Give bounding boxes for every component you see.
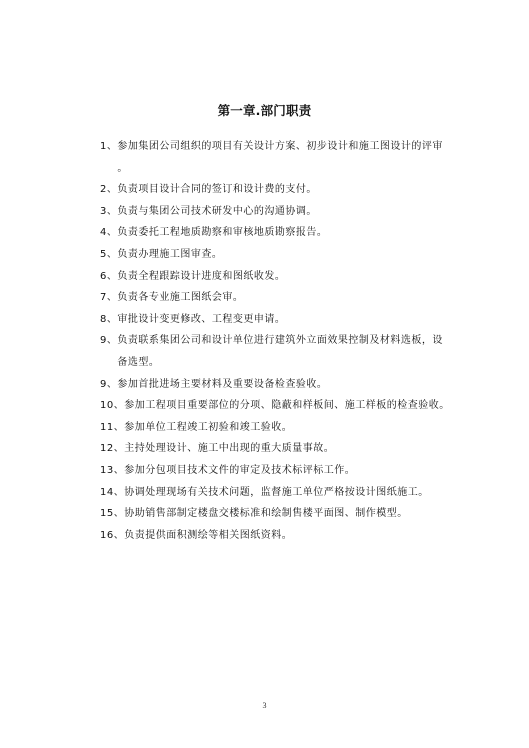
- item-text: 协调处理现场有关技术问题，监督施工单位严格按设计图纸施工。: [124, 486, 429, 498]
- list-item: [100, 374, 460, 396]
- item-text-line: 参加集团公司组织的项目有关设计方案、初步设计和施工图设计的评审: [117, 141, 443, 152]
- list-item: [100, 395, 460, 417]
- list-item: [100, 287, 460, 309]
- item-number: 6、: [100, 270, 118, 282]
- list-item: [100, 309, 460, 331]
- item-number: 1、: [100, 141, 118, 152]
- duty-list: [100, 136, 460, 546]
- list-item: [100, 244, 460, 266]
- chapter-title: 第一章.部门职责: [217, 103, 312, 118]
- item-text-continuation: 备选型。: [117, 356, 160, 368]
- item-number: 10、: [100, 400, 125, 412]
- list-item: [100, 136, 460, 179]
- item-number: 12、: [100, 443, 125, 455]
- item-number: 9、: [100, 335, 118, 347]
- list-item: [100, 266, 460, 288]
- item-number: 11、: [100, 421, 125, 433]
- item-text: 审批设计变更修改、工程变更申请。: [117, 313, 286, 325]
- list-item: [100, 201, 460, 223]
- item-text: [117, 330, 460, 373]
- item-text: [117, 136, 460, 179]
- item-number: 15、: [100, 508, 125, 520]
- item-number: 3、: [100, 205, 118, 217]
- item-number: 9、: [100, 378, 118, 390]
- item-number: 7、: [100, 292, 118, 304]
- item-number: 4、: [100, 227, 118, 239]
- item-text: 参加单位工程竣工初验和竣工验收。: [124, 421, 293, 433]
- list-item: [100, 222, 460, 244]
- item-text: 参加工程项目重要部位的分项、隐蔽和样板间、施工样板的检查验收。: [124, 400, 450, 412]
- item-text: 负责提供面积测绘等相关图纸资料。: [124, 529, 293, 541]
- item-text-continuation: 。: [117, 162, 128, 174]
- item-text: 主持处理设计、施工中出现的重大质量事故。: [124, 443, 335, 455]
- list-item: [100, 460, 460, 482]
- item-number: 14、: [100, 486, 125, 498]
- list-item: [100, 482, 460, 504]
- item-number: 2、: [100, 184, 118, 196]
- page-number: 3: [262, 701, 267, 710]
- list-item: [100, 438, 460, 460]
- item-text: 负责各专业施工图纸会审。: [117, 292, 244, 304]
- list-item: [100, 179, 460, 201]
- item-number: 8、: [100, 313, 118, 325]
- list-item: [100, 417, 460, 439]
- item-text: 协助销售部制定楼盘交楼标准和绘制售楼平面图、制作模型。: [124, 508, 408, 520]
- item-text: 负责全程跟踪设计进度和图纸收发。: [117, 270, 286, 282]
- list-item: [100, 525, 460, 547]
- item-text: 负责办理施工图审查。: [117, 248, 223, 260]
- item-number: 16、: [100, 529, 125, 541]
- item-number: 5、: [100, 248, 118, 260]
- item-text-line: 负责联系集团公司和设计单位进行建筑外立面效果控制及材料选板，设: [117, 335, 443, 347]
- item-number: 13、: [100, 464, 125, 476]
- item-text: 负责项目设计合同的签订和设计费的支付。: [117, 184, 317, 196]
- list-item: [100, 503, 460, 525]
- item-text: 参加分包项目技术文件的审定及技术标评标工作。: [124, 464, 356, 476]
- item-text: 参加首批进场主要材料及重要设备检查验收。: [117, 378, 328, 390]
- item-text: 负责委托工程地质勘察和审核地质勘察报告。: [117, 227, 328, 239]
- item-text: 负责与集团公司技术研发中心的沟通协调。: [117, 205, 317, 217]
- list-item: [100, 330, 460, 373]
